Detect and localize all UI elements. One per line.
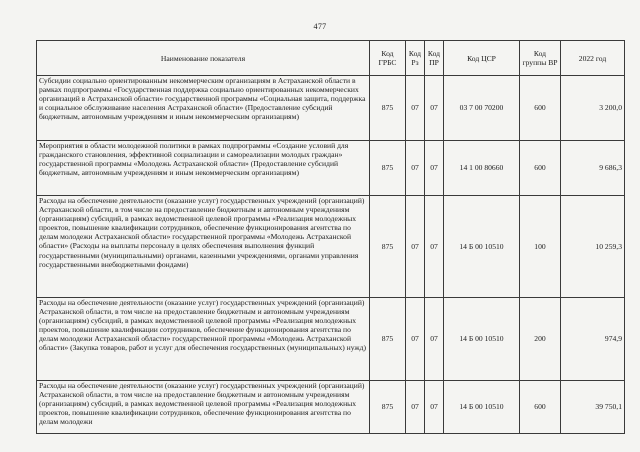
row-amount: 3 200,0 bbox=[561, 76, 625, 141]
row-name: Мероприятия в области молодежной политики в рамках подпрограммы «Создание условий для гражданского становления, эффективной социализации и самореализации молодых граждан» государственной программы «Молодежь Астраханской области» (Предоставление субсидий бюджетным, автономным учреждениям и иным некоммерческим организациям) bbox=[37, 141, 370, 196]
row-csr: 14 Б 00 10510 bbox=[444, 298, 520, 381]
row-amount: 9 686,3 bbox=[561, 141, 625, 196]
row-vr: 600 bbox=[520, 141, 561, 196]
row-name: Субсидии социально ориентированным некоммерческим организациям в Астраханской области в рамках подпрограммы «Государственная поддержка социально ориентированных некоммерческих организаций в Астраханской области» государственной программы «Социальная защита, поддержка и социальное обслуживание населения Астраханской области» (Предоставление субсидий бюджетным, автономным учреждениям и иным некоммерческим организациям) bbox=[37, 76, 370, 141]
row-csr: 14 Б 00 10510 bbox=[444, 381, 520, 434]
header-row bbox=[37, 41, 625, 76]
page-number: 477 bbox=[313, 22, 327, 31]
row-vr: 200 bbox=[520, 298, 561, 381]
row-grbs: 875 bbox=[370, 196, 406, 298]
header-grbs: Код ГРБС bbox=[370, 41, 406, 76]
header-csr: Код ЦСР bbox=[444, 41, 520, 76]
row-rz: 07 bbox=[406, 141, 425, 196]
row-rz: 07 bbox=[406, 298, 425, 381]
row-amount: 39 750,1 bbox=[561, 381, 625, 434]
row-amount: 974,9 bbox=[561, 298, 625, 381]
row-vr: 100 bbox=[520, 196, 561, 298]
row-amount: 10 259,3 bbox=[561, 196, 625, 298]
row-grbs: 875 bbox=[370, 381, 406, 434]
table-row bbox=[37, 196, 625, 298]
row-vr: 600 bbox=[520, 381, 561, 434]
row-grbs: 875 bbox=[370, 141, 406, 196]
header-name: Наименование показателя bbox=[37, 41, 370, 76]
row-pr: 07 bbox=[425, 196, 444, 298]
header-pr: Код ПР bbox=[425, 41, 444, 76]
row-csr: 14 Б 00 10510 bbox=[444, 196, 520, 298]
row-pr: 07 bbox=[425, 298, 444, 381]
row-grbs: 875 bbox=[370, 298, 406, 381]
row-name: Расходы на обеспечение деятельности (оказание услуг) государственных учреждений (организаций) Астраханской области, в том числе на предоставление бюджетным и автономным учреждениям (организациям) субсидий, в рамках ведомственной целевой программы «Реализация молодежных проектов, повышение квалификации сотрудников, обеспечение функционирования агентства по делам молодежи Астраханской области» государственной программы «Молодежь Астраханской области» (Расходы на выплаты персоналу в целях обеспечения выполнения функций государственными (муниципальными) органами, казенными учреждениями, органами управления государственными внебюджетными фондами) bbox=[37, 196, 370, 298]
table-row bbox=[37, 298, 625, 381]
row-rz: 07 bbox=[406, 196, 425, 298]
row-name: Расходы на обеспечение деятельности (оказание услуг) государственных учреждений (организаций) Астраханской области, в том числе на предоставление бюджетным и автономным учреждениям (организациям) субсидий, в рамках ведомственной целевой программы «Реализация молодежных проектов, повышение квалификации сотрудников, обеспечение функционирования агентства по делам молодежи bbox=[37, 381, 370, 434]
table-row bbox=[37, 76, 625, 141]
table-row bbox=[37, 381, 625, 434]
row-csr: 03 7 00 70200 bbox=[444, 76, 520, 141]
row-pr: 07 bbox=[425, 76, 444, 141]
table-row bbox=[37, 141, 625, 196]
header-vr: Код группы ВР bbox=[520, 41, 561, 76]
budget-table bbox=[36, 40, 625, 434]
row-vr: 600 bbox=[520, 76, 561, 141]
row-pr: 07 bbox=[425, 381, 444, 434]
row-name: Расходы на обеспечение деятельности (оказание услуг) государственных учреждений (организаций) Астраханской области, в том числе на предоставление бюджетным и автономным учреждениям (организациям) субсидий, в рамках ведомственной целевой программы «Реализация молодежных проектов, повышение квалификации сотрудников, обеспечение функционирования агентства по делам молодежи Астраханской области» государственной программы «Молодежь Астраханской области» (Закупка товаров, работ и услуг для обеспечения государственных (муниципальных) нужд) bbox=[37, 298, 370, 381]
row-csr: 14 1 00 80660 bbox=[444, 141, 520, 196]
header-year: 2022 год bbox=[561, 41, 625, 76]
row-grbs: 875 bbox=[370, 76, 406, 141]
row-pr: 07 bbox=[425, 141, 444, 196]
row-rz: 07 bbox=[406, 76, 425, 141]
row-rz: 07 bbox=[406, 381, 425, 434]
header-rz: Код Рз bbox=[406, 41, 425, 76]
